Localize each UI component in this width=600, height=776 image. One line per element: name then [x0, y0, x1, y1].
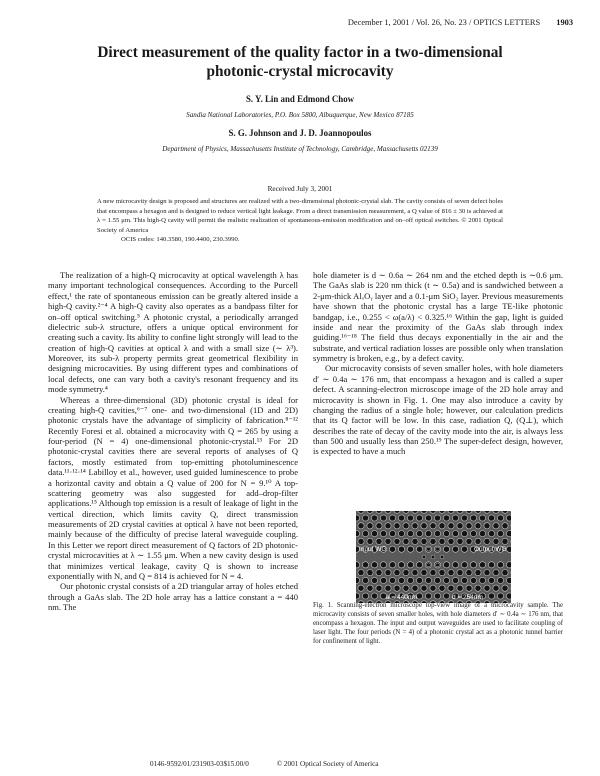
lattice-hole	[407, 546, 413, 552]
lattice-hole	[416, 593, 422, 599]
lattice-hole	[394, 538, 400, 544]
sem-image	[356, 511, 511, 603]
lattice-hole	[385, 570, 391, 576]
defect-hole	[431, 555, 435, 559]
lattice-hole	[470, 577, 476, 583]
lattice-hole	[448, 570, 454, 576]
title-line-1: Direct measurement of the quality factor in a two-dimensional	[97, 44, 503, 61]
lattice-hole	[407, 531, 413, 537]
lattice-hole	[389, 577, 395, 583]
lattice-hole	[430, 538, 436, 544]
lattice-hole	[394, 570, 400, 576]
lattice-hole	[479, 577, 485, 583]
lattice-hole	[380, 562, 386, 568]
lattice-hole	[439, 523, 445, 529]
author-group-2: S. G. Johnson and J. D. Joannopoulos	[228, 128, 372, 138]
lattice-hole	[488, 577, 494, 583]
lattice-hole	[470, 562, 476, 568]
copyright: © 2001 Optical Society of America	[276, 760, 379, 768]
lattice-hole	[479, 515, 485, 521]
lattice-hole	[479, 531, 485, 537]
lattice-hole	[443, 546, 449, 552]
lattice-hole	[506, 546, 511, 552]
lattice-hole	[380, 515, 386, 521]
lattice-hole	[502, 585, 508, 591]
lattice-hole	[398, 562, 404, 568]
output-waveguide-label: Output WG	[474, 546, 507, 553]
title-line-2: photonic-crystal microcavity	[206, 62, 394, 80]
page-footer	[150, 760, 405, 768]
affiliation-2: Department of Physics, Massachusetts Institute of Technology, Cambridge, Massachusetts 02139	[162, 145, 438, 153]
lattice-hole	[457, 570, 463, 576]
lattice-hole	[416, 531, 422, 537]
lattice-hole	[484, 585, 490, 591]
lattice-hole	[470, 531, 476, 537]
lattice-hole	[434, 515, 440, 521]
lattice-hole	[389, 562, 395, 568]
lattice-hole	[475, 523, 481, 529]
lattice-hole	[356, 593, 360, 599]
lattice-hole	[421, 585, 427, 591]
lattice-hole	[362, 515, 368, 521]
lattice-hole	[502, 538, 508, 544]
lattice-hole	[466, 538, 472, 544]
lattice-hole	[457, 538, 463, 544]
lattice-hole	[385, 585, 391, 591]
lattice-hole	[434, 593, 440, 599]
journal-citation: December 1, 2001 / Vol. 26, No. 23 / OPTICS LETTERS	[347, 18, 541, 27]
running-header	[0, 18, 573, 27]
lattice-hole	[493, 585, 499, 591]
lattice-hole	[434, 577, 440, 583]
lattice-hole	[358, 570, 364, 576]
lattice-hole	[484, 538, 490, 544]
lattice-hole	[443, 562, 449, 568]
lattice-hole	[389, 515, 395, 521]
body-paragraph: Our microcavity consists of seven smaller holes, with hole diameters d′ ∼ 0.4a ∼ 176 nm, that encompass a hexagon and is called a super defect. A scanning-electron microscope image of the 2D hole array and microcavity is shown in Fig. 1. One may also introduce a cavity by changing the radius of a single hole; however, our calculation predicts that its Q factor will be low. In this case, radiation Q, (Q⊥), which describes the rate of decay of the cavity mode into the air, is always less than 500 and usually less than 250.¹⁹ The super-defect design, however, is expected to have a much	[313, 363, 563, 457]
lattice-hole	[371, 515, 377, 521]
lattice-hole	[398, 546, 404, 552]
lattice-hole	[412, 538, 418, 544]
article-title	[40, 44, 560, 81]
defect-hole	[427, 563, 431, 567]
lattice-hole	[398, 531, 404, 537]
lattice-hole	[407, 515, 413, 521]
lattice-hole	[493, 538, 499, 544]
lattice-hole	[506, 593, 511, 599]
body-paragraph: The realization of a high-Q microcavity at optical wavelength λ has many important technological consequences. According to the Purcell effect,¹ the rate of spontaneous emission can be greatly altered inside a high-Q cavity.²⁻⁴ A high-Q cavity also operates as a bandpass filter for on–off optical switching.⁵ A photonic crystal, a periodically arranged dielectric sub-λ structure, offers a unique optical environment for creating such a cavity. Its ability to confine light strongly will lead to the creation of high-Q cavities at optical λ and with a small size (∼ λ³). Moreover, its sub-λ property permits great geometrical flexibility in designing microcavities. By using different types and combinations of local defects, one can vary both a cavity's resonant frequency and its mode symmetry.⁴	[48, 270, 298, 395]
abstract	[97, 197, 503, 245]
lattice-hole	[389, 531, 395, 537]
lattice-hole	[484, 570, 490, 576]
lattice-hole	[356, 562, 360, 568]
lattice-hole	[443, 531, 449, 537]
defect-hole	[436, 563, 440, 567]
ocis-codes: OCIS codes: 140.3580, 190.4400, 230.3990.	[121, 236, 240, 243]
input-waveguide-label: Input WG	[359, 546, 387, 553]
lattice-hole	[358, 523, 364, 529]
lattice-hole	[466, 585, 472, 591]
affiliation-1: Sandia National Laboratories, P.O. Box 5800, Albuquerque, New Mexico 87185	[186, 111, 414, 119]
lattice-hole	[371, 577, 377, 583]
figure-caption: Fig. 1. Scanning-electron microscope top-view image of a microcavity sample. The microcavity consists of seven smaller holes, with hole diameters d′ ∼ 0.4a ∼ 176 nm, that encompass a hexagon. The input and output waveguides are used to facilitate coupling of laser light. The four periods (N = 4) of a photonic crystal act as a photonic tunnel barrier for confinement of light.	[313, 602, 563, 645]
lattice-hole	[452, 546, 458, 552]
lattice-hole	[367, 538, 373, 544]
lattice-hole	[434, 531, 440, 537]
lattice-hole	[448, 585, 454, 591]
article-code: 0146-9592/01/231903-03$15.00/0	[150, 760, 249, 768]
lattice-hole	[506, 562, 511, 568]
lattice-hole	[376, 538, 382, 544]
lattice-hole	[376, 585, 382, 591]
author-group-1: S. Y. Lin and Edmond Chow	[245, 94, 355, 104]
lattice-hole	[461, 577, 467, 583]
lattice-hole	[389, 546, 395, 552]
lattice-hole	[448, 523, 454, 529]
body-column-right	[313, 270, 563, 457]
lattice-hole	[484, 523, 490, 529]
lattice-hole	[371, 593, 377, 599]
lattice-hole	[461, 531, 467, 537]
lattice-hole	[470, 515, 476, 521]
lattice-hole	[416, 562, 422, 568]
defect-hole	[436, 547, 440, 551]
lattice-hole	[443, 577, 449, 583]
lattice-hole	[371, 562, 377, 568]
lattice-hole	[497, 577, 503, 583]
lattice-hole	[461, 562, 467, 568]
lattice-hole	[443, 593, 449, 599]
lattice-hole	[358, 538, 364, 544]
lattice-hole	[439, 570, 445, 576]
lattice-hole	[430, 523, 436, 529]
lattice-hole	[421, 523, 427, 529]
lattice-hole	[425, 515, 431, 521]
lattice-hole	[385, 538, 391, 544]
lattice-hole	[367, 585, 373, 591]
lattice-hole	[403, 570, 409, 576]
lattice-hole	[421, 538, 427, 544]
lattice-hole	[506, 531, 511, 537]
lattice-hole	[412, 523, 418, 529]
figure-1	[356, 511, 511, 603]
lattice-hole	[443, 515, 449, 521]
lattice-hole	[488, 531, 494, 537]
lattice-hole	[385, 523, 391, 529]
lattice-hole	[362, 593, 368, 599]
abstract-text: A new microcavity design is proposed and structures are realized with a two-dimensional photonic-crystal slab. The cavity consists of seven defect holes that encompass a hexagon and is designed to reduce vertical light leakage. From a direct transmission measurement, a Q value of 816 ± 30 is achieved at λ = 1.55 μm. This high-Q cavity will permit the realistic realization of spontaneous-emission modification and on–off optical switches. © 2001 Optical Society of America	[97, 198, 504, 234]
lattice-hole	[466, 570, 472, 576]
body-paragraph: Our photonic crystal consists of a 2D triangular array of holes etched through a GaAs slab. The 2D hole array has a lattice constant a = 440 nm. The	[48, 581, 298, 612]
lattice-hole	[425, 531, 431, 537]
lattice-hole	[461, 515, 467, 521]
lattice-hole	[506, 515, 511, 521]
lattice-hole	[479, 562, 485, 568]
lattice-hole	[380, 531, 386, 537]
lattice-hole	[466, 523, 472, 529]
lattice-hole	[457, 523, 463, 529]
hole-diameter-label: d = 254nm	[452, 594, 483, 601]
defect-hole	[440, 555, 444, 559]
defect-hole	[422, 555, 426, 559]
lattice-hole	[362, 531, 368, 537]
lattice-hole	[497, 531, 503, 537]
lattice-hole	[362, 577, 368, 583]
lattice-hole	[376, 523, 382, 529]
lattice-hole	[362, 562, 368, 568]
body-paragraph: Whereas a three-dimensional (3D) photonic crystal is ideal for creating high-Q cavities,⁶⁻⁷ one- and two-dimensional (1D and 2D) photonic crystals have the advantage of simplicity of fabrication.⁸⁻¹² Recently Foresi et al. obtained a microcavity with Q = 265 by using a four-period (N = 4) one-dimensional photonic-crystal.¹³ For 2D photonic-crystal cavities there are several reports of analyses of Q factors, mostly estimated from top-emitting photoluminescence data.¹¹·¹²·¹⁴ Labilloy et al., however, used guided luminescence to probe a horizontal cavity and obtain a Q value of 200 for N = 9.¹⁰ A top-scattering geometry was also suggested for add–drop-filter applications.¹⁵ Although top emission is a result of leakage of light in the vertical direction, which limits cavity Q, direct transmission measurements of 2D crystal cavities at optical λ have not been reported, mainly because of the difficulty of precise lateral waveguide coupling. In this Letter we report direct measurement of Q factors of 2D photonic-crystal microcavities at λ ∼ 1.55 μm. When a new cavity design is used that minimizes vertical leakage, cavity Q is shown to increase exponentially with N, and Q = 814 is achieved for N = 4.	[48, 394, 298, 581]
page-number: 1903	[556, 18, 573, 27]
lattice-hole	[398, 577, 404, 583]
lattice-hole	[356, 577, 360, 583]
lattice-hole	[394, 523, 400, 529]
lattice-hole	[412, 570, 418, 576]
lattice-hole	[439, 585, 445, 591]
lattice-hole	[356, 531, 360, 537]
lattice-hole	[367, 523, 373, 529]
lattice-hole	[497, 562, 503, 568]
lattice-hole	[493, 570, 499, 576]
lattice-hole	[430, 570, 436, 576]
lattice-hole	[461, 546, 467, 552]
lattice-hole	[416, 577, 422, 583]
lattice-hole	[475, 585, 481, 591]
lattice-hole	[425, 593, 431, 599]
lattice-hole	[488, 515, 494, 521]
lattice-hole	[407, 577, 413, 583]
lattice-hole	[493, 523, 499, 529]
lattice-hole	[475, 538, 481, 544]
lattice-hole	[452, 562, 458, 568]
lattice-hole	[407, 562, 413, 568]
lattice-hole	[452, 531, 458, 537]
lattice-hole	[358, 585, 364, 591]
body-paragraph: hole diameter is d ∼ 0.6a ∼ 264 nm and the etched depth is ∼0.6 μm. The GaAs slab is 220 nm thick (t ∼ 0.5a) and is sandwiched between a 2-μm-thick AlₓOᵧ layer and a 0.1-μm SiO₂ layer. Previous measurements have shown that the photonic crystal has a large TE-like photonic bandgap, i.e., 0.255 < ω(a/λ) < 0.325.¹⁶ Within the gap, light is guided inside and near the proximity of the GaAs slab through index guiding.¹⁶⁻¹⁸ The field thus decays exponentially in the air and the substrate, and vertical radiation losses are possible only when translation symmetry is broken, e.g., by a defect cavity.	[313, 270, 563, 363]
lattice-hole	[416, 546, 422, 552]
defect-hole	[427, 547, 431, 551]
lattice-hole	[425, 577, 431, 583]
lattice-hole	[452, 515, 458, 521]
lattice-hole	[398, 515, 404, 521]
lattice-hole	[502, 523, 508, 529]
lattice-hole	[403, 585, 409, 591]
lattice-hole	[416, 515, 422, 521]
lattice-hole	[371, 531, 377, 537]
lattice-hole	[488, 593, 494, 599]
lattice-hole	[412, 585, 418, 591]
lattice-hole	[367, 570, 373, 576]
lattice-hole	[457, 585, 463, 591]
received-date: Received July 3, 2001	[267, 184, 333, 193]
lattice-hole	[475, 570, 481, 576]
lattice-hole	[421, 570, 427, 576]
lattice-hole	[403, 538, 409, 544]
lattice-hole	[394, 585, 400, 591]
lattice-hole	[448, 538, 454, 544]
lattice-hole	[488, 562, 494, 568]
lattice-constant-label: a = 440nm	[386, 594, 417, 601]
lattice-hole	[403, 523, 409, 529]
lattice-hole	[497, 515, 503, 521]
lattice-hole	[502, 570, 508, 576]
lattice-hole	[430, 585, 436, 591]
lattice-hole	[376, 570, 382, 576]
lattice-hole	[380, 577, 386, 583]
lattice-hole	[506, 577, 511, 583]
lattice-hole	[356, 515, 360, 521]
lattice-hole	[439, 538, 445, 544]
lattice-hole	[452, 577, 458, 583]
lattice-hole	[497, 593, 503, 599]
body-column-left	[48, 270, 298, 612]
